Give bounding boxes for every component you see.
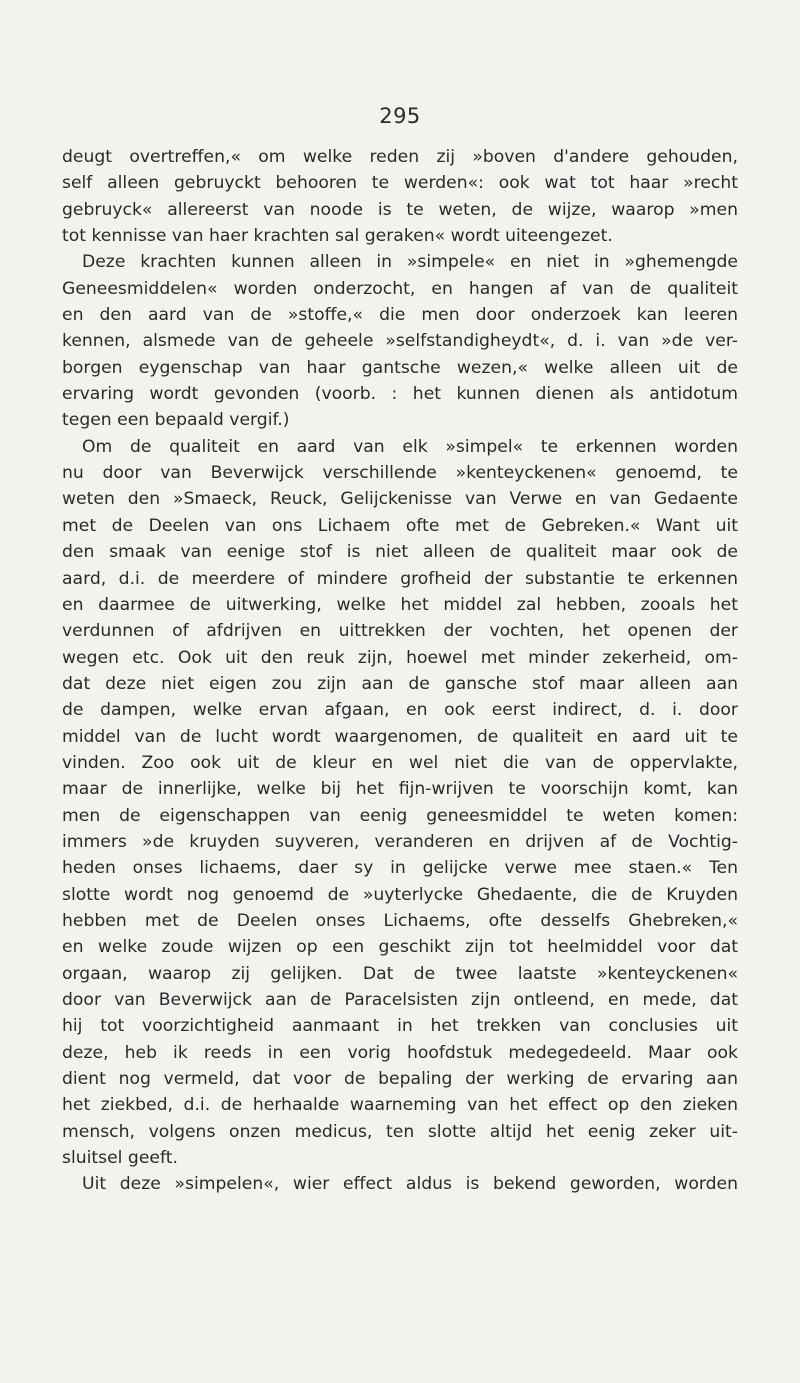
text-line: tegen een bepaald vergif.) [62, 410, 290, 431]
body-text [62, 144, 738, 1198]
text-line: immers »de kruyden suyveren, veranderen en drijven af de Vochtig- [62, 831, 738, 852]
text-line: heden onses lichaems, daer sy in gelijcke verwe mee staen.« Ten [62, 858, 738, 879]
text-line: en welke zoude wijzen op een geschikt zijn tot heelmiddel voor dat [62, 937, 738, 958]
text-line: deugt overtreffen,« om welke reden zij »boven d'andere gehouden, [62, 147, 738, 167]
text-line: middel van de lucht wordt waargenomen, de qualiteit en aard uit te [62, 726, 738, 747]
text-line: sluitsel geeft. [62, 1148, 178, 1169]
paragraph-start-line: Uit deze »simpelen«, wier effect aldus is bekend geworden, worden [82, 1174, 738, 1195]
text-line: en den aard van de »stoffe,« die men door onderzoek kan leeren [62, 305, 738, 326]
page-number: 295 [379, 104, 421, 128]
text-line: hij tot voorzichtigheid aanmaant in het trekken van conclusies uit [62, 1016, 738, 1037]
text-line: wegen etc. Ook uit den reuk zijn, hoewel met minder zekerheid, om- [62, 647, 738, 668]
text-line: dient nog vermeld, dat voor de bepaling der werking de ervaring aan [62, 1069, 738, 1090]
paragraph-start-line: Deze krachten kunnen alleen in »simpele« en niet in »ghemengde [82, 252, 738, 273]
text-line: den smaak van eenige stof is niet alleen de qualiteit maar ook de [62, 542, 738, 563]
text-line: door van Beverwijck aan de Paracelsisten zijn ontleend, en mede, dat [62, 990, 738, 1010]
text-line: verdunnen of afdrijven en uittrekken der vochten, het openen der [62, 621, 738, 642]
text-line: deze, heb ik reeds in een vorig hoofdstuk medegedeeld. Maar ook [62, 1042, 738, 1063]
text-line: slotte wordt nog genoemd de »uyterlycke Ghedaente, die de Kruyden [62, 884, 738, 905]
text-line: borgen eygenschap van haar gantsche wezen,« welke alleen uit de [62, 357, 738, 378]
text-line: mensch, volgens onzen medicus, ten slotte altijd het eenig zeker uit- [62, 1121, 738, 1142]
text-line: en daarmee de uitwerking, welke het middel zal hebben, zooals het [62, 594, 738, 615]
text-line: gebruyck« allereerst van noode is te weten, de wijze, waarop »men [62, 199, 738, 220]
text-line: met de Deelen van ons Lichaem ofte met de Gebreken.« Want uit [62, 515, 738, 536]
text-line: aard, d.i. de meerdere of mindere grofheid der substantie te erkennen [62, 568, 738, 589]
text-line: nu door van Beverwijck verschillende »kenteyckenen« genoemd, te [62, 463, 738, 484]
paragraph-start-line: Om de qualiteit en aard van elk »simpel« te erkennen worden [82, 436, 738, 457]
text-line: hebben met de Deelen onses Lichaems, ofte desselfs Ghebreken,« [62, 910, 738, 931]
text-line: self alleen gebruyckt behooren te werden«: ook wat tot haar »recht [62, 173, 738, 194]
text-line: Geneesmiddelen« worden onderzocht, en hangen af van de qualiteit [62, 278, 738, 299]
text-line: men de eigenschappen van eenig geneesmiddel te weten komen: [62, 805, 738, 826]
text-line: orgaan, waarop zij gelijken. Dat de twee laatste »kenteyckenen« [62, 963, 738, 984]
text-line: vinden. Zoo ook uit de kleur en wel niet die van de oppervlakte, [62, 752, 738, 773]
text-line: dat deze niet eigen zou zijn aan de gansche stof maar alleen aan [62, 673, 738, 694]
text-line: weten den »Smaeck, Reuck, Gelijckenisse van Verwe en van Gedaente [62, 489, 738, 510]
text-line: het ziekbed, d.i. de herhaalde waarneming van het effect op den zieken [62, 1095, 738, 1116]
text-line: de dampen, welke ervan afgaan, en ook eerst indirect, d. i. door [62, 700, 738, 721]
text-line: tot kennisse van haer krachten sal geraken« wordt uiteengezet. [62, 226, 613, 247]
text-line: ervaring wordt gevonden (voorb. : het kunnen dienen als antidotum [62, 384, 738, 405]
text-line: kennen, alsmede van de geheele »selfstandigheydt«, d. i. van »de ver- [62, 331, 738, 352]
text-line: maar de innerlijke, welke bij het fijn-wrijven te voorschijn komt, kan [62, 779, 738, 800]
